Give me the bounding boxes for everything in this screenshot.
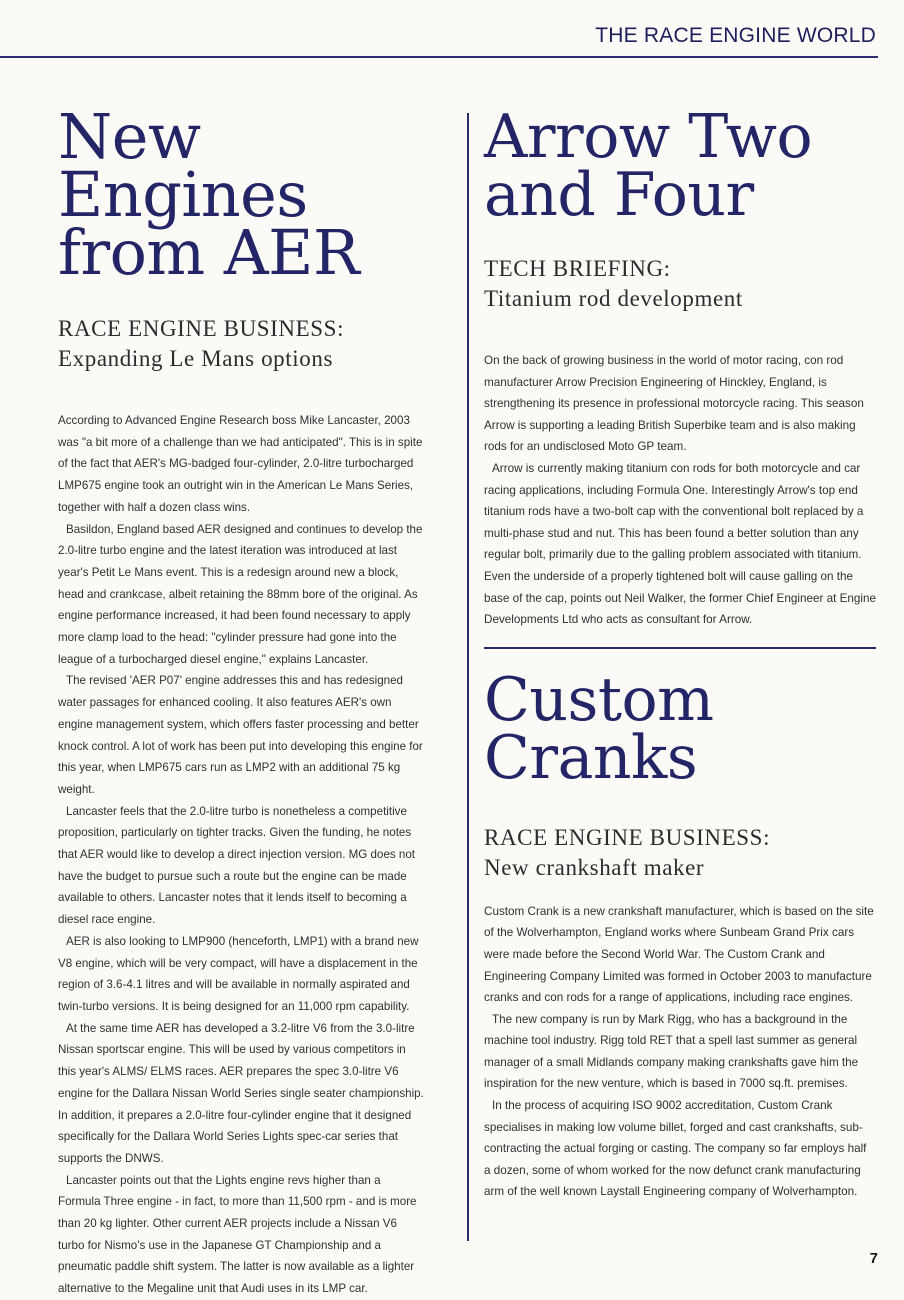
arrow-article [484,102,876,631]
column-divider [467,113,469,1241]
arrow-headline [484,102,876,230]
headline-line: and Four [484,160,754,230]
headline-line: Engines [58,158,308,231]
section-divider [484,647,876,649]
header-rule [0,56,878,58]
kicker-subtitle: Titanium rod development [484,286,743,311]
headline-line: Cranks [484,722,698,793]
left-headline [58,100,430,289]
paragraph: Arrow is currently making titanium con rods for both motorcycle and car racing applications, including Formula One. Interestingly Arrow's top end titanium rods have a two-bolt cap with the conventional bolt replaced by a multi-phase stud and nut. This has been found a better solution than any regular bolt, primarily due to the galling problem associated with titanium. Even the underside of a properly tightened bolt will cause galling on the base of the cap, points out Neil Walker, the former Chief Engineer at Engine Developments Ltd who acts as consultant for Arrow. [484,461,876,627]
kicker-label: RACE ENGINE BUSINESS: [58,316,345,341]
paragraph: AER is also looking to LMP900 (henceforth, LMP1) with a brand new V8 engine, which will be very compact, will have a displacement in the region of 3.6-4.1 litres and will be available in normally aspirated and twin-turbo versions. It is being designed for an 11,000 rpm capability. [58,934,419,1013]
page-number: 7 [869,1250,878,1267]
custom-cranks-article [484,664,876,1203]
paragraph: According to Advanced Engine Research boss Mike Lancaster, 2003 was "a bit more of a challenge than we had anticipated". This is in spite of the fact that AER's MG-badged four-cylinder, 2.0-litre turbocharged LMP675 engine took an outright win in the American Le Mans Series, together with half a dozen class wins. [58,414,423,514]
paragraph: In the process of acquiring ISO 9002 accreditation, Custom Crank specialises in making low volume billet, forged and cast crankshafts, sub-contracting the actual forging or casting. The company so far employs half a dozen, some of whom worked for the now defunct crank manufacturing arm of the well known Laystall Engineering company of Wolverhampton. [484,1099,867,1199]
arrow-body [484,350,876,631]
custom-cranks-headline [484,664,876,793]
paragraph: Lancaster feels that the 2.0-litre turbo is nonetheless a competitive proposition, particularly on tighter tracks. Given the funding, he notes that AER would like to develop a direct injection version. MG does not have the budget to pursue such a route but the engine can be made available to others. Lancaster notes that it lends itself to becoming a diesel race engine. [58,804,416,927]
paragraph: The revised 'AER P07' engine addresses this and has redesigned water passages for enhanced cooling. It also features AER's own engine management system, which offers faster processing and better knock control. A lot of work has been put into developing this engine for this year, when LMP675 cars run as LMP2 with an additional 75 kg weight. [58,674,423,796]
arrow-kicker [484,254,876,314]
paragraph: Lancaster points out that the Lights engine revs higher than a Formula Three engine - in fact, to more than 11,500 rpm - and is more than 20 kg lighter. Other current AER projects include a Nissan V6 turbo for Nismo's use in the Japanese GT Championship and a pneumatic paddle shift system. The latter is now available as a lighter alternative to the Megaline unit that Audi uses in its LMP car. [58,1173,417,1296]
section-label: THE RACE ENGINE WORLD [595,24,876,47]
left-article [58,100,430,1300]
left-kicker [58,314,430,374]
paragraph: On the back of growing business in the world of motor racing, con rod manufacturer Arrow Precision Engineering of Hinckley, England, is strengthening its presence in professional motorcycle racing. This season Arrow is supporting a leading British Superbike team and is also making rods for an undisclosed Moto GP team. [484,354,864,454]
headline-line: New [58,100,201,173]
kicker-label: TECH BRIEFING: [484,256,671,281]
paragraph: Custom Crank is a new crankshaft manufacturer, which is based on the site of the Wolverhampton, England works where Sunbeam Grand Prix cars were made before the Second World War. The Custom Crank and Engineering Company Limited was formed in October 2003 to manufacture cranks and con rods for a range of applications, including race engines. [484,904,874,1005]
paragraph: At the same time AER has developed a 3.2-litre V6 from the 3.0-litre Nissan sportscar engine. This will be used by various competitors in this year's ALMS/ ELMS races. AER prepares the spec 3.0-litre V6 engine for the Dallara Nissan World Series single seater championship. In addition, it prepares a 2.0-litre four-cylinder engine that it designed specifically for the Dallara World Series Lights spec-car series that supports the DNWS. [58,1021,424,1165]
paragraph: Basildon, England based AER designed and continues to develop the 2.0-litre turbo engine and the latest iteration was introduced at last year's Petit Le Mans event. This is a redesign around new a block, head and crankcase, albeit retaining the 88mm bore of the original. As engine performance increased, it had been found necessary to apply more clamp load to the head: "cylinder pressure had gone into the league of a turbocharged diesel engine," explains Lancaster. [58,522,423,666]
headline-line: Custom [484,664,714,735]
left-body [58,410,424,1300]
custom-cranks-body [484,901,876,1203]
paragraph: The new company is run by Mark Rigg, who has a background in the machine tool industry. Rigg told RET that a spell last summer as general manager of a small Midlands company making crankshafts gave him the inspiration for the new venture, which is based in 7000 sq.ft. premises. [484,1012,859,1091]
kicker-subtitle: Expanding Le Mans options [58,346,333,371]
headline-line: Arrow Two [484,102,813,172]
kicker-subtitle: New crankshaft maker [484,854,705,880]
kicker-label: RACE ENGINE BUSINESS: [484,824,771,850]
right-column [484,102,876,1203]
custom-cranks-kicker [484,823,876,883]
headline-line: from AER [58,216,360,289]
